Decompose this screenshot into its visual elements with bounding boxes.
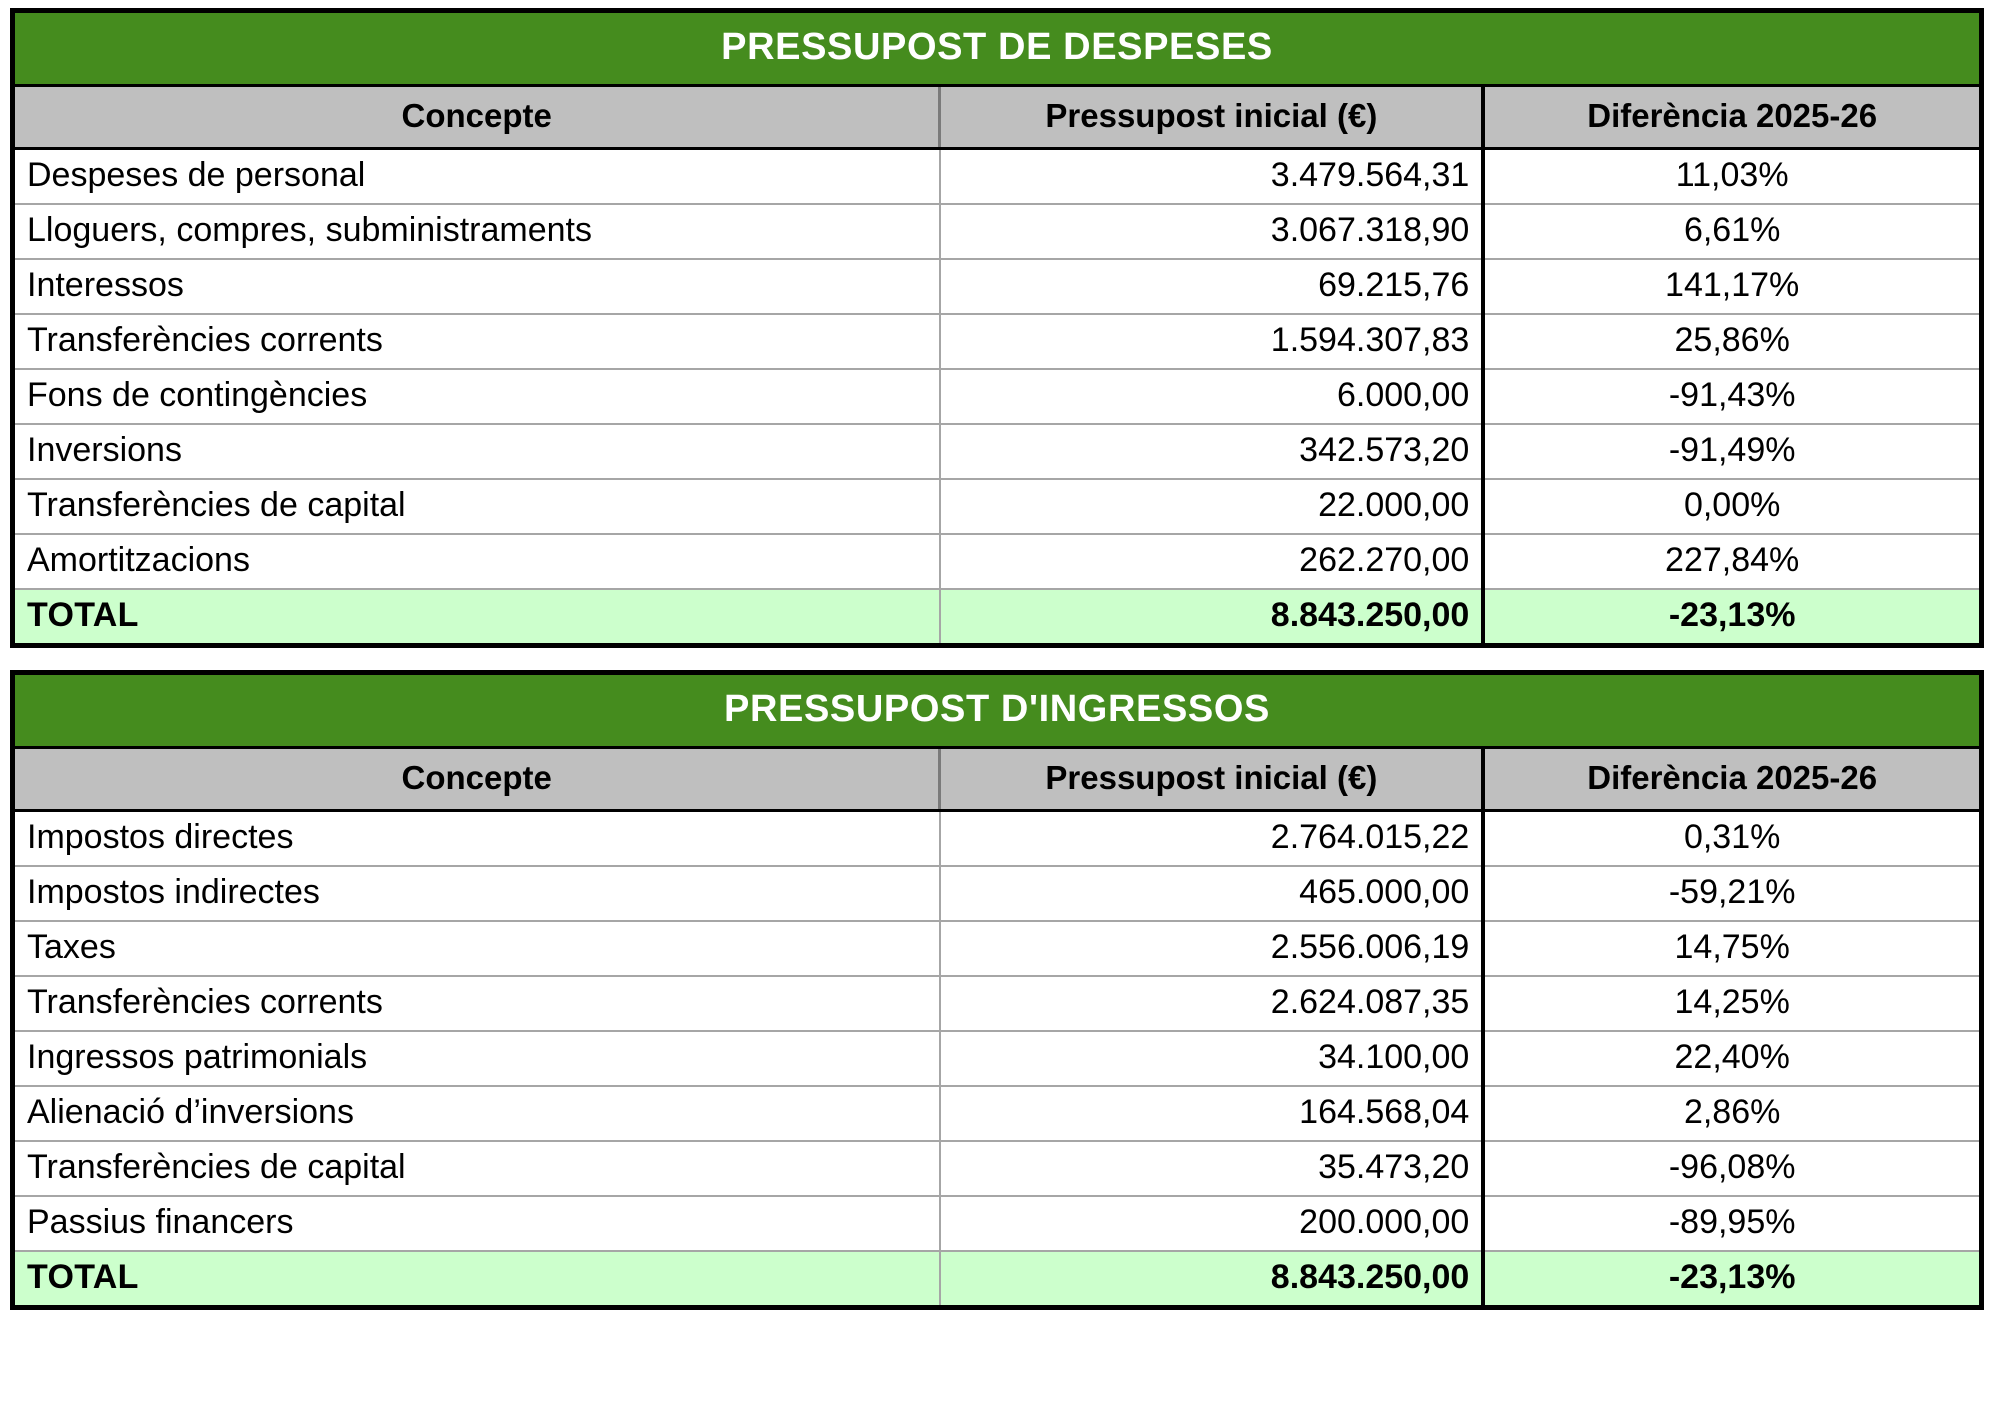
row-concept: Fons de contingències — [13, 369, 940, 424]
row-difference: 25,86% — [1483, 314, 1981, 369]
column-header-concept: Concepte — [13, 86, 940, 149]
table-row — [13, 149, 1982, 205]
row-concept: Passius financers — [13, 1196, 940, 1251]
income-title: PRESSUPOST D'INGRESSOS — [13, 673, 1982, 748]
income-table-body — [13, 811, 1982, 1308]
row-concept: Transferències de capital — [13, 479, 940, 534]
row-concept: Inversions — [13, 424, 940, 479]
row-amount: 200.000,00 — [940, 1196, 1483, 1251]
row-concept: Interessos — [13, 259, 940, 314]
row-amount: 3.479.564,31 — [940, 149, 1483, 205]
row-difference: -59,21% — [1483, 866, 1981, 921]
expenses-title-row — [13, 11, 1982, 86]
column-header-amount: Pressupost inicial (€) — [940, 748, 1483, 811]
row-difference: 2,86% — [1483, 1086, 1981, 1141]
row-amount: 34.100,00 — [940, 1031, 1483, 1086]
table-row — [13, 1086, 1982, 1141]
table-row — [13, 424, 1982, 479]
table-row — [13, 1196, 1982, 1251]
expenses-total-row — [13, 589, 1982, 646]
total-label: TOTAL — [13, 1251, 940, 1308]
row-amount: 35.473,20 — [940, 1141, 1483, 1196]
income-table-head — [13, 673, 1982, 811]
table-row — [13, 534, 1982, 589]
column-header-difference: Diferència 2025-26 — [1483, 748, 1981, 811]
income-budget-table — [10, 670, 1984, 1310]
row-amount: 2.556.006,19 — [940, 921, 1483, 976]
column-header-difference: Diferència 2025-26 — [1483, 86, 1981, 149]
table-row — [13, 369, 1982, 424]
row-concept: Impostos directes — [13, 811, 940, 867]
table-row — [13, 1141, 1982, 1196]
income-total-row — [13, 1251, 1982, 1308]
row-difference: -96,08% — [1483, 1141, 1981, 1196]
column-header-concept: Concepte — [13, 748, 940, 811]
total-label: TOTAL — [13, 589, 940, 646]
table-row — [13, 866, 1982, 921]
row-concept: Alienació d’inversions — [13, 1086, 940, 1141]
row-concept: Ingressos patrimonials — [13, 1031, 940, 1086]
total-amount: 8.843.250,00 — [940, 589, 1483, 646]
row-difference: 0,00% — [1483, 479, 1981, 534]
row-amount: 2.624.087,35 — [940, 976, 1483, 1031]
expenses-table-head — [13, 11, 1982, 149]
row-difference: -91,43% — [1483, 369, 1981, 424]
row-difference: 14,75% — [1483, 921, 1981, 976]
table-row — [13, 811, 1982, 867]
row-concept: Despeses de personal — [13, 149, 940, 205]
row-concept: Impostos indirectes — [13, 866, 940, 921]
row-difference: 6,61% — [1483, 204, 1981, 259]
row-difference: 0,31% — [1483, 811, 1981, 867]
row-concept: Taxes — [13, 921, 940, 976]
row-difference: -89,95% — [1483, 1196, 1981, 1251]
row-amount: 69.215,76 — [940, 259, 1483, 314]
row-amount: 465.000,00 — [940, 866, 1483, 921]
row-difference: 141,17% — [1483, 259, 1981, 314]
table-row — [13, 204, 1982, 259]
expenses-title: PRESSUPOST DE DESPESES — [13, 11, 1982, 86]
income-column-header-row — [13, 748, 1982, 811]
table-row — [13, 314, 1982, 369]
expenses-budget-table — [10, 8, 1984, 648]
row-concept: Transferències corrents — [13, 314, 940, 369]
table-row — [13, 976, 1982, 1031]
total-difference: -23,13% — [1483, 1251, 1981, 1308]
expenses-column-header-row — [13, 86, 1982, 149]
table-row — [13, 479, 1982, 534]
row-concept: Amortitzacions — [13, 534, 940, 589]
row-difference: 22,40% — [1483, 1031, 1981, 1086]
row-concept: Transferències corrents — [13, 976, 940, 1031]
row-amount: 1.594.307,83 — [940, 314, 1483, 369]
total-difference: -23,13% — [1483, 589, 1981, 646]
row-amount: 3.067.318,90 — [940, 204, 1483, 259]
row-difference: 14,25% — [1483, 976, 1981, 1031]
table-row — [13, 259, 1982, 314]
total-amount: 8.843.250,00 — [940, 1251, 1483, 1308]
table-row — [13, 1031, 1982, 1086]
income-title-row — [13, 673, 1982, 748]
column-header-amount: Pressupost inicial (€) — [940, 86, 1483, 149]
row-difference: -91,49% — [1483, 424, 1981, 479]
row-difference: 227,84% — [1483, 534, 1981, 589]
table-row — [13, 921, 1982, 976]
row-amount: 2.764.015,22 — [940, 811, 1483, 867]
row-amount: 342.573,20 — [940, 424, 1483, 479]
row-amount: 22.000,00 — [940, 479, 1483, 534]
row-amount: 164.568,04 — [940, 1086, 1483, 1141]
row-difference: 11,03% — [1483, 149, 1981, 205]
row-concept: Lloguers, compres, subministraments — [13, 204, 940, 259]
row-amount: 262.270,00 — [940, 534, 1483, 589]
row-amount: 6.000,00 — [940, 369, 1483, 424]
expenses-table-body — [13, 149, 1982, 646]
row-concept: Transferències de capital — [13, 1141, 940, 1196]
